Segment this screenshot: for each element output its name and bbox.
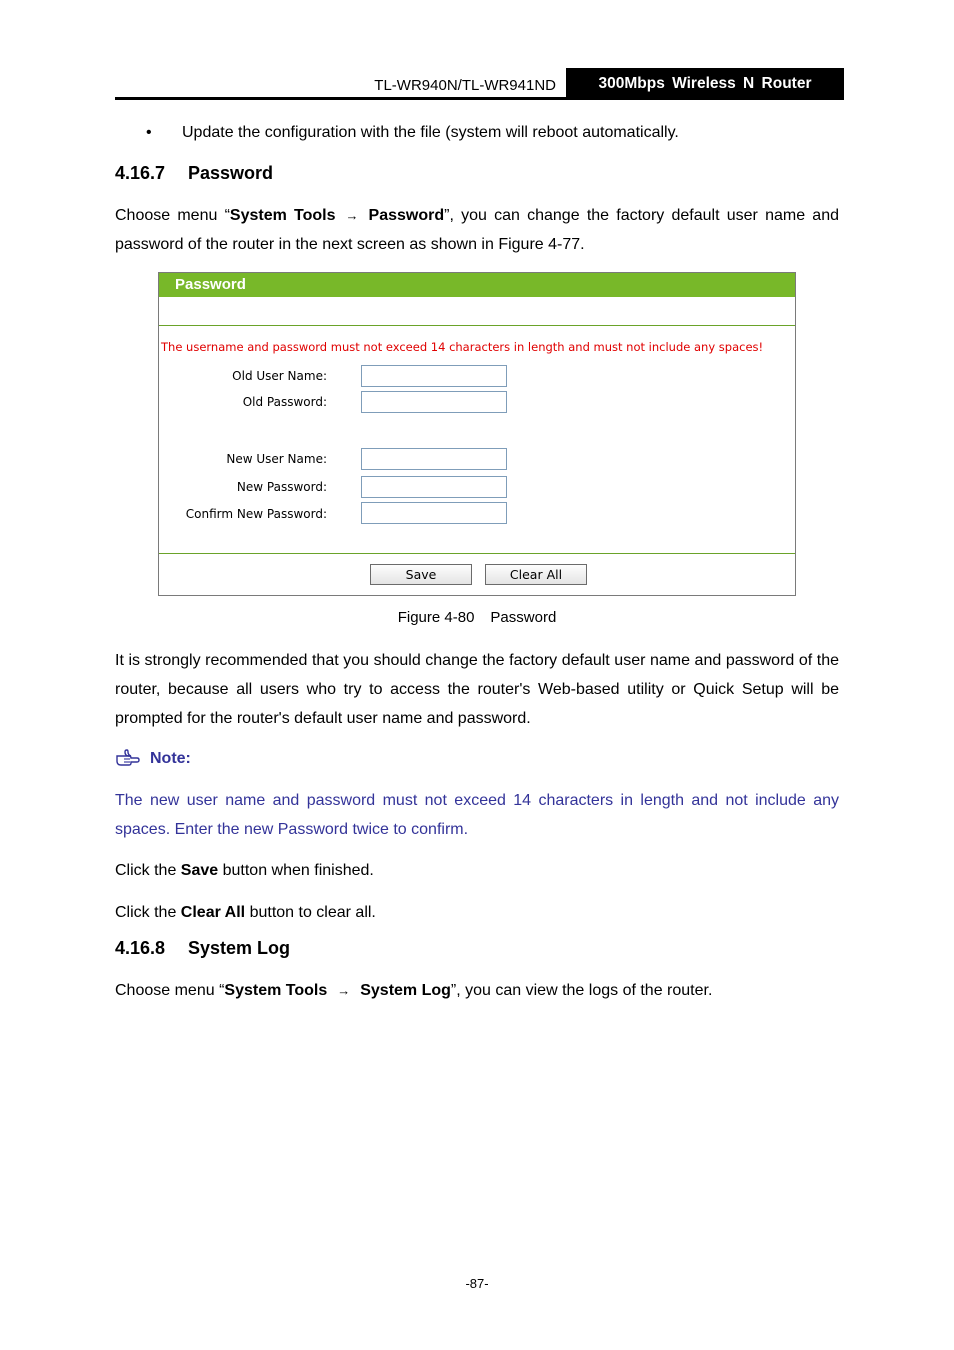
old-user-name-label: Old User Name: xyxy=(232,369,327,383)
save-button[interactable]: Save xyxy=(370,564,472,585)
save-instruction-suffix: button when finished. xyxy=(218,862,374,879)
password-panel xyxy=(158,272,796,596)
recommendation-paragraph: It is strongly recommended that you should change the factory default user name and password of the router, because all users who try to access the router's Web-based utility or Quick Setup will be prompted for the router's default user name and password. xyxy=(115,652,839,727)
section-title: System Log xyxy=(188,938,291,958)
figure-number: Figure 4-80 xyxy=(397,609,475,626)
confirm-new-password-input[interactable] xyxy=(361,502,507,524)
new-user-name-input[interactable] xyxy=(361,448,507,470)
clear-instruction-keyword: Clear All xyxy=(180,904,246,921)
intro-suffix: ”, you can change the factory default user name and password of the router in the next screen as shown in Figure 4-77. xyxy=(115,207,839,253)
new-password-label: New Password: xyxy=(236,480,327,494)
clear-instruction-suffix: button to clear all. xyxy=(245,904,376,921)
arrow-icon: → xyxy=(337,983,351,998)
menu-path-system-log: System Log xyxy=(360,982,451,999)
save-instruction-keyword: Save xyxy=(180,862,219,879)
new-password-input[interactable] xyxy=(361,476,507,498)
new-user-name-label: New User Name: xyxy=(226,452,327,466)
pointing-hand-icon xyxy=(115,748,143,768)
figure-title: Password xyxy=(490,609,557,626)
menu-path-system-tools: System Tools xyxy=(224,982,328,999)
intro-prefix: Choose menu “ xyxy=(115,207,230,224)
intro-prefix: Choose menu “ xyxy=(115,982,225,999)
bullet-text: Update the configuration with the file (system will reboot automatically. xyxy=(182,124,679,141)
section-number: 4.16.8 xyxy=(115,938,166,958)
header-product-title: 300Mbps Wireless N Router xyxy=(566,68,844,100)
bullet-marker: • xyxy=(146,124,152,141)
section-number: 4.16.7 xyxy=(115,163,166,183)
intro-suffix: ”, you can view the logs of the router. xyxy=(450,982,713,999)
confirm-new-password-label: Confirm New Password: xyxy=(185,507,327,521)
section-heading-password xyxy=(115,163,273,184)
section-heading-system-log xyxy=(115,938,290,959)
old-password-input[interactable] xyxy=(361,391,507,413)
clear-all-button[interactable]: Clear All xyxy=(485,564,587,585)
save-instruction-prefix: Click the xyxy=(115,862,181,879)
clear-instruction-prefix: Click the xyxy=(115,904,181,921)
header-rule xyxy=(115,97,844,100)
header-model: TL-WR940N/TL-WR941ND xyxy=(374,77,556,94)
old-password-label: Old Password: xyxy=(242,395,327,409)
page-number: -87- xyxy=(465,1276,489,1291)
clear-instruction xyxy=(115,898,839,927)
menu-path-system-tools: System Tools xyxy=(229,207,336,224)
note-label: Note: xyxy=(150,750,191,767)
arrow-icon: → xyxy=(345,208,359,223)
panel-title: Password xyxy=(159,273,795,297)
panel-divider xyxy=(159,325,795,326)
section-intro-system-log xyxy=(115,976,839,1005)
menu-path-password: Password xyxy=(368,207,445,224)
section-intro-password xyxy=(115,201,839,259)
section-title: Password xyxy=(188,163,274,183)
figure-caption xyxy=(0,609,954,626)
panel-divider-bottom xyxy=(159,553,795,554)
warning-message: The username and password must not exceed 14 characters in length and must not include any spaces! xyxy=(161,340,764,354)
old-user-name-input[interactable] xyxy=(361,365,507,387)
save-instruction xyxy=(115,856,839,885)
note-text: The new user name and password must not exceed 14 characters in length and not include any spaces. Enter the new Password twice to confirm. xyxy=(115,792,839,838)
